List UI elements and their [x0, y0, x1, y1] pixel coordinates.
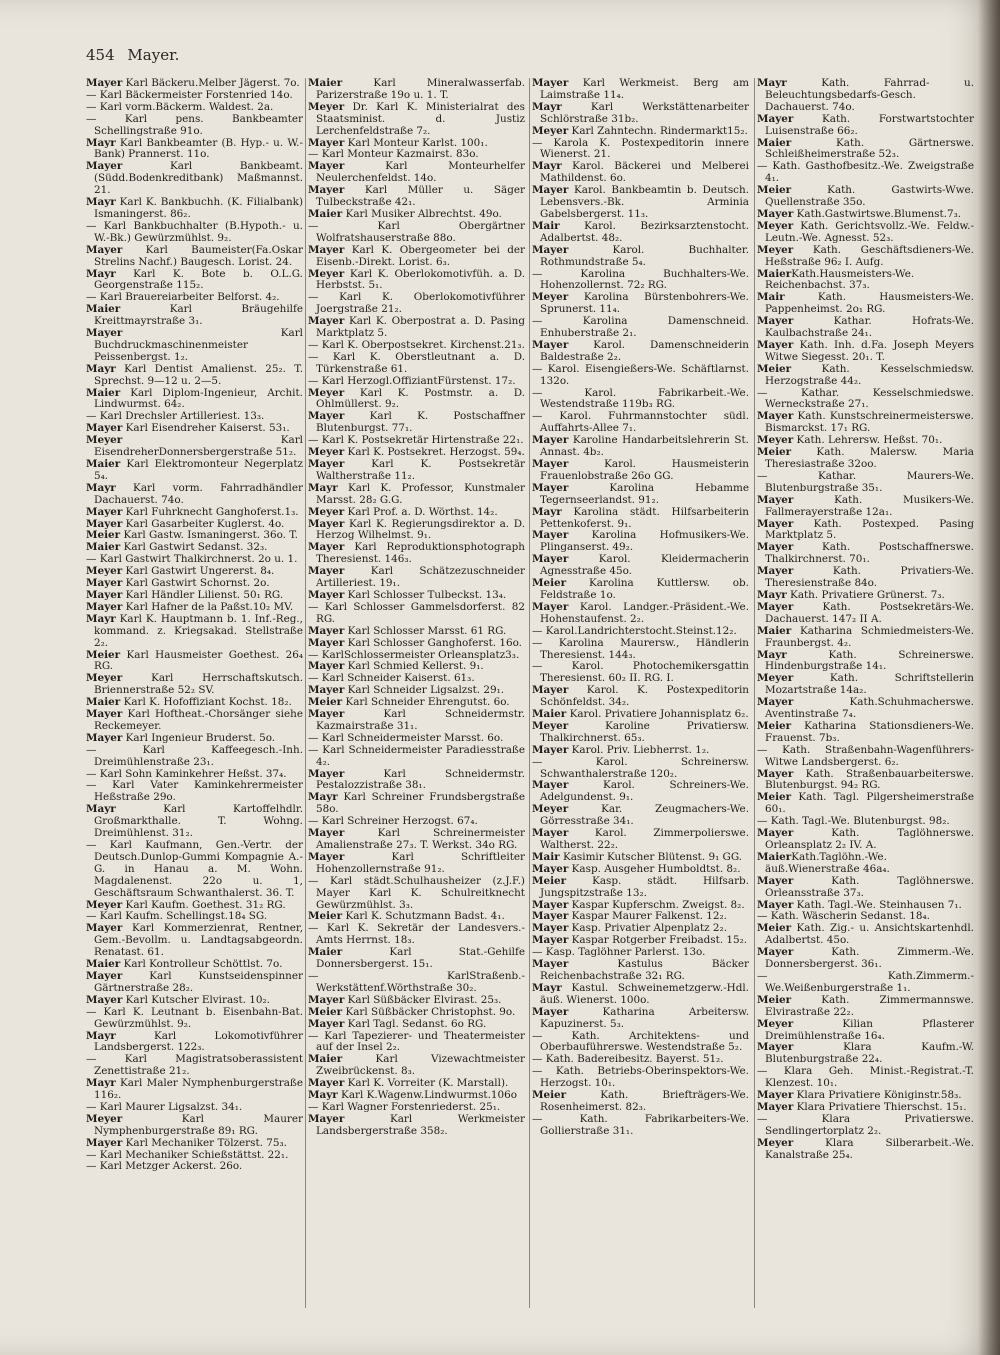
directory-entry: — Karolina Damenschneid. Enhuberstraße 2₁. [532, 315, 749, 340]
directory-entry: MaierKath.Taglöhn.-We. äuß.Wienerstraße 46a₄. [757, 850, 890, 875]
directory-entry: Meier Karl Gastw. Ismaningerst. 36o. T. [86, 529, 298, 542]
page-edge-shadow [978, 0, 1000, 1355]
directory-entry: — Karl Drechsler Artilleriest. 13₃. [86, 410, 265, 423]
directory-entry: Mayer Karol. Priv. Liebherrst. 1₂. [532, 743, 710, 756]
directory-entry: Mayer Kath. Postsekretärs-We. Dachauerst. 147₂ II A. [757, 600, 974, 625]
directory-entry: Mayr Kath. Fahrrad- u. Beleuchtungsbedarfs-Gesch. Dachauerst. 74o. [757, 78, 974, 113]
directory-entry: Mayer Kath. Privatiers-We. Theresienstraße 84o. [757, 565, 974, 590]
directory-entry: Mayer Karl Hafner de la Paßst.10₂ MV. [86, 600, 294, 613]
directory-entry: Mayer Klara Kaufm.-W. Blutenburgstraße 22₄. [757, 1041, 974, 1066]
directory-entry: Mayer Kath. Musikers-We. Fallmerayerstraße 12a₁. [757, 493, 974, 518]
directory-entry: Mayer Karol. Bankbeamtin b. Deutsch. Lebensvers.-Bk. Arminia Gabelsbergerst. 11₃. [532, 184, 749, 220]
directory-entry: Meyer Dr. Karl K. Ministerialrat des Staatsminist. d. Justiz Lerchenfeldstraße 7₂. [308, 100, 525, 137]
directory-entry: Mayr Karl Kartoffelhdlr. Großmarkthalle. T. Wohng. Dreimühlenst. 31₂. [86, 803, 303, 840]
directory-entry: Meyer Kath. Geschäftsdieners-We. Heßstraße 96₂ I. Aufg. [757, 243, 974, 268]
directory-entry: Mayer Karoline Handarbeitslehrerin St. Annast. 4b₂. [532, 434, 749, 459]
directory-entry: Mayer Kasp. Privatier Alpenplatz 2₂. [532, 922, 727, 935]
directory-entry: Meier Karolina Kuttlersw. ob. Feldstraße 1o. [532, 577, 749, 601]
directory-entry: — Karl Mechaniker Schießstättst. 22₁. [86, 1148, 289, 1161]
directory-entry: — KarlStraßenb.-Werkstättenf.Wörthstraße 30₂. [308, 969, 525, 994]
column-divider [305, 78, 306, 1308]
directory-entry: Mayer Karolina Hebamme Tegernseerlandst. 91₂. [532, 481, 749, 506]
directory-entry: Meier Kath. Zig.- u. Ansichtskartenhdl. Adalbertst. 45o. [757, 922, 974, 947]
directory-entry: Mayer Karl Gastwirt Schornst. 2o. [86, 577, 270, 590]
directory-entry: Meyer Karl Zahntechn. Rindermarkt15₂. [532, 124, 748, 137]
directory-entry: Meyer Klara Silberarbeit.-We. Kanalstraße 25₄. [757, 1136, 974, 1161]
directory-entry: Meier Karl Süßbäcker Christophst. 9o. [308, 1005, 516, 1018]
directory-entry: Mair Kath. Hausmeisters-We. Pappenheimst. 2o₁ RG. [757, 291, 974, 316]
directory-entry: — Kath. Gasthofbesitz.-We. Zweigstraße 4₁. [757, 160, 974, 185]
directory-entry: Maier Karl K. Hofoffiziant Kochst. 18₂. [86, 696, 292, 709]
directory-entry: — Karl K. Leutnant b. Eisenbahn-Bat. Gewürzmühlst. 9₂. [86, 1005, 303, 1030]
directory-entry: Mayer Karl Werkmeist. Berg am Laimstraße 11₄. [532, 78, 749, 101]
directory-entry: Mayer Karl K. Regierungsdirektor a. D. Herzog Wilhelmst. 9₁. [308, 517, 525, 542]
directory-entry: Mayer Karl Schneidermstr. Kazmairstraße 31₁. [308, 708, 525, 732]
directory-entry: — Karl Metzger Ackerst. 26o. [86, 1160, 243, 1173]
directory-entry: Mair Kasimir Kutscher Blütenst. 9₁ GG. [532, 850, 743, 863]
directory-entry: — Klara Privatierswe. Sendlingertorplatz 2₂. [757, 1112, 974, 1137]
directory-entry: Mayer Karol. Kleidermacherin Agnesstraße 45o. [532, 553, 749, 578]
directory-entry: Mayr Karl K. Professor, Kunstmaler Marsst. 28₂ G.G. [308, 481, 525, 506]
directory-entry: MaierKath.Hausmeisters-We. Reichenbachst. 37₃. [757, 267, 915, 292]
directory-entry: Maier Karl Musiker Albrechtst. 49o. [308, 207, 502, 220]
directory-entry: — Karl K. Oberstleutnant a. D. Türkenstraße 61. [308, 350, 525, 375]
directory-entry: Mayer Kathar. Hofrats-We. Kaulbachstraße 24₁. [757, 315, 974, 340]
directory-entry: Maier Karl Gastwirt Sedanst. 32₃. [86, 541, 268, 554]
directory-entry: — Karl pens. Bankbeamter Schellingstraße 91o. [86, 112, 303, 137]
directory-entry: — Karl Maurer Ligsalzst. 34₁. [86, 1100, 243, 1113]
directory-entry: — Karl Monteur Kazmairst. 83o. [308, 148, 479, 161]
directory-entry: Meier Kasp. städt. Hilfsarb. Jungspitzstraße 13₂. [532, 874, 749, 899]
directory-entry: Mayer Klara Privatiere Königinstr.58₃. [757, 1089, 962, 1102]
directory-entry: Mayer Karl K. Postschaffner Blutenburgst. 77₁. [308, 410, 525, 435]
directory-entry: — Kathar. Kesselschmiedswe. Werneckstraße 27₁. [757, 386, 974, 411]
directory-entry: Mayr Karolina städt. Hilfsarbeiterin Pettenkoferst. 9₁. [532, 505, 749, 530]
directory-entry: Mayer Karl Schmied Kellerst. 9₁. [308, 660, 484, 673]
directory-entry: Meyer Karl K. Oberlokomotivfüh. a. D. Herbstst. 5₁. [308, 267, 525, 292]
directory-entry: Meyer Kath. Schriftstellerin Mozartstraße 14a₂. [757, 672, 974, 697]
directory-entry: — Karl Bankbuchhalter (B.Hypoth.- u. W.-Bk.) Gewürzmühlst. 9₂. [86, 219, 303, 244]
directory-entry: — Karl städt.Schulhausheizer (z.J.F.) Mayer Karl K. Schulreitknecht Gewürzmühlst. 3₃. [308, 874, 525, 911]
directory-entry: — Karl Kaufmann, Gen.-Vertr. der Deutsch.Dunlop-Gummi Kompagnie A.-G. in Hanau a. M. Wohn. Magdalenenst. 22o u. 1, Geschäftsraum Schwanthalerst. 36. T. [86, 839, 303, 899]
directory-entry: Mayer Karl Eisendreher Kaiserst. 53₁. [86, 422, 290, 435]
directory-entry: Mayer Karl Schätzezuschneider Artilleriest. 19₁. [308, 565, 525, 590]
directory-entry: Meyer Karl Prof. a. D. Wörthst. 14₂. [308, 505, 498, 518]
directory-entry: Mayer Karl Schneider Ligsalzst. 29₁. [308, 684, 505, 697]
directory-entry: Mayer Karl Tagl. Sedanst. 6o RG. [308, 1017, 487, 1030]
directory-entry: Mayr Karol. Bäckerei und Melberei Mathildenst. 6o. [532, 160, 749, 185]
directory-entry: — Kath. Betriebs-Oberinspektors-We. Herzogst. 10₁. [532, 1065, 749, 1090]
directory-entry: — Karol. Fabrikarbeit.-We. Westendstraße 119b₃ RG. [532, 386, 749, 411]
directory-entry: Mayer Kath. Zimmerm.-We. Donnersbergerst. 36₁. [757, 946, 974, 971]
directory-entry: Meyer Karl Maurer Nymphenburgerstraße 89₁ RG. [86, 1112, 303, 1137]
directory-entry: — Kath. Wäscherin Sedanst. 18₄. [757, 910, 930, 923]
directory-entry: Mayer Karl Händler Lilienst. 50₁ RG. [86, 588, 284, 601]
directory-entry: Mayer Karl Kommerzienrat, Rentner, Gem.-Bevollm. u. Landtagsabgeordn. Renatast. 61. [86, 922, 303, 959]
directory-entry: Mayr Karl Werkstättenarbeiter Schlörstraße 31b₂. [532, 100, 749, 125]
directory-entry: Meier Kath. Briefträgers-We. Rosenheimerst. 82₃. [532, 1089, 749, 1113]
directory-entry: Mayer Kath. Taglöhnerswe. Orleansstraße 37₃. [757, 874, 974, 899]
directory-entry: Meyer Karoline Privatiersw. Thalkirchnerst. 65₃. [532, 719, 749, 744]
directory-entry: — Karol. Photochemikersgattin Theresienst. 60₂ II. RG. I. [532, 660, 749, 685]
directory-entry: — Kathar. Maurers-We. Blutenburgstraße 35₁. [757, 469, 974, 494]
directory-entry: Meier Kath. Malersw. Maria Theresiastraße 32oo. [757, 446, 974, 470]
directory-entry: — Kasp. Taglöhner Parlerst. 13o. [532, 946, 706, 959]
directory-entry: — Karl Vater Kaminkehrermeister Heßstraße 29o. [86, 779, 303, 804]
directory-entry: Mayr Karl Bankbeamter (B. Hyp.- u. W.-Bank) Prannerst. 11o. [86, 136, 303, 161]
directory-entry: — Karolina Maurersw., Händlerin Theresienst. 144₃. [532, 636, 749, 661]
directory-entry: Mayer Karol. Hausmeisterin Frauenlobstraße 26o GG. [532, 458, 749, 482]
directory-entry: Meier Katharina Stationsdieners-We. Frauenst. 7b₃. [757, 719, 974, 744]
directory-entry: Meyer Kath. Lehrersw. Heßst. 70₁. [757, 434, 943, 447]
directory-entry: Mayer Kaspar Maurer Falkenst. 12₂. [532, 910, 727, 923]
directory-entry: — Karl Obergärtner Wolfratshauserstraße 88o. [308, 219, 525, 244]
directory-entry: — Karl Schneider Kaiserst. 61₃. [308, 672, 475, 685]
directory-entry: — Karola K. Postexpeditorin innere Wienerst. 21. [532, 136, 749, 161]
directory-entry: Maier Karl Mineralwasserfab. Parizerstraße 19o u. 1. T. [308, 78, 525, 101]
directory-entry: Mayr Kastul. Schweinemetzgerw.-Hdl. äuß. Wienerst. 100o. [532, 981, 749, 1006]
directory-entry: — Karl Kaffeegesch.-Inh. Dreimühlenstraße 23₁. [86, 743, 303, 768]
directory-entry: Maier Karl Kontrolleur Schöttlst. 7o. [86, 958, 283, 971]
directory-entry: Mayer Kasp. Ausgeher Humboldtst. 8₂. [532, 862, 741, 875]
column-3 [532, 78, 749, 1338]
directory-entry: — Karl K. Oberlokomotivführer Joergstraße 21₂. [308, 291, 525, 316]
directory-entry: Meyer Karolina Bürstenbohrers-We. Sprunerst. 11₄. [532, 291, 749, 316]
directory-entry: Mayer Karl Schlosser Tulbeckst. 13₄. [308, 588, 507, 601]
directory-entry: Meier Karl Hausmeister Goethest. 26₄ RG. [86, 648, 303, 673]
directory-entry: Mayer Kath. Straßenbauarbeiterswe. Blutenburgst. 94₂ RG. [757, 767, 974, 792]
page-header [86, 46, 179, 64]
running-title: Mayer. [127, 46, 180, 64]
directory-entry: Mayer Kath. Tagl.-We. Steinhausen 7₁. [757, 898, 962, 911]
directory-entry: Mayer Karl Bäckeru.Melber Jägerst. 7o. [86, 78, 300, 89]
directory-entry: Mayer Kath. Postexped. Pasing Marktplatz 5. [757, 517, 974, 542]
directory-entry: — Kath. Tagl.-We. Blutenburgst. 98₂. [757, 815, 950, 828]
directory-entry: Mayer Karl K. Vorreiter (K. Marstall). [308, 1077, 509, 1090]
directory-entry: Mayer Karl Monteur Karlst. 100₁. [308, 136, 488, 149]
directory-entry: — Karol. Schreinersw. Schwanthalerstraße 120₂. [532, 755, 749, 780]
directory-entry: — Kath.Zimmerm.-We.Weißenburgerstraße 1₁. [757, 969, 974, 994]
directory-entry: Mayer Karol. K. Postexpeditorin Schönfeldst. 34₂. [532, 684, 749, 709]
directory-entry: Mayer Kath. Postschaffnerswe. Thalkirchnerst. 70₁. [757, 541, 974, 566]
page-number: 454 [86, 46, 115, 64]
directory-entry: Mayer Karl K. Oberpostrat a. D. Pasing Marktplatz 5. [308, 315, 525, 340]
directory-entry: Meyer Karl Gastwirt Ungererst. 8₄. [86, 565, 275, 578]
column-2 [308, 78, 525, 1338]
directory-entry: — Kath. Badereibesitz. Bayerst. 51₂. [532, 1053, 724, 1066]
directory-entry: — Karl vorm.Bäckerm. Waldest. 2a. [86, 100, 274, 113]
directory-entry: Mayer Karol. Damenschneiderin Baldestraße 2₂. [532, 338, 749, 363]
directory-entry: Maier Kath. Gärtnerswe. Schleißheimerstraße 52₃. [757, 136, 974, 161]
directory-entry: — Klara Geh. Minist.-Registrat.-T. Klenzest. 10₁. [757, 1065, 974, 1090]
directory-entry: Mayer Karol. Landger.-Präsident.-We. Hohenstaufenst. 2₂. [532, 600, 749, 625]
directory-entry: Meier Kath. Gastwirts-Wwe. Quellenstraße 35o. [757, 184, 974, 209]
directory-entry: Mayer Karl Hoftheat.-Chorsänger siehe Reckemeyer. [86, 708, 303, 732]
directory-entry: — Karl Bäckermeister Forstenried 14o. [86, 88, 293, 101]
directory-entry: Mayer Karl Buchdruckmaschinenmeister Peissenbergst. 1₂. [86, 327, 303, 363]
directory-entry: Mayer Karol. Zimmerpolierswe. Waltherst. 22₂. [532, 827, 749, 851]
directory-entry: Meyer Kar. Zeugmachers-We. Görresstraße 34₁. [532, 803, 749, 828]
directory-entry: Mayr Kath. Privatiere Grünerst. 7₃. [757, 588, 945, 601]
directory-entry: — Karolina Buchhalters-We. Hohenzollernst. 72₂ RG. [532, 267, 749, 292]
directory-entry: Mayr Karl vorm. Fahrradhändler Dachauerst. 74o. [86, 481, 303, 506]
directory-entry: Meyer Karl K. Postmstr. a. D. Ohlmüllerst. 9₂. [308, 386, 525, 411]
directory-entry: Mayer Karl Monteurhelfer Neulerchenfeldst. 14o. [308, 160, 525, 185]
directory-entry: Mayr Karl K. Bote b. O.L.G. Georgenstraße 115₂. [86, 267, 303, 292]
directory-entry: Maier Karol. Privatiere Johannisplatz 6₂. [532, 708, 749, 721]
directory-entry: Mayer Karl K. Obergeometer bei der Eisenb.-Direkt. Lorist. 6₃. [308, 243, 525, 268]
directory-entry: Mayer Karl Schneidermstr. Pestalozzistraße 38₁. [308, 767, 525, 792]
column-1 [86, 78, 303, 1338]
directory-entry: Mayer Karl Reproduktionsphotograph Theresienst. 146₃. [308, 541, 525, 566]
column-4 [757, 78, 974, 1338]
directory-entry: Mayer Kath. Taglöhnerswe. Orleansplatz 2₂ IV. A. [757, 827, 974, 851]
directory-entry: Mayr Karl Schreiner Frundsbergstraße 58o. [308, 791, 525, 816]
directory-entry: Mayer Kath.Schuhmacherswe. Aventinstraße 7₄. [757, 696, 974, 721]
directory-entry: Mayer Karol. Schreiners-We. Adelgundenst. 9₁. [532, 779, 749, 804]
directory-entry: — Karl K. Sekretär der Landesvers.-Amts Herrnst. 18₃. [308, 922, 525, 947]
directory-entry: Maier Karl Elektromonteur Negerplatz 5₄. [86, 458, 303, 482]
directory-entry: — Karl Kaufm. Schellingst.18₄ SG. [86, 910, 268, 923]
directory-entry: Mayer Karl Kunstseidenspinner Gärtnerstraße 28₂. [86, 969, 303, 994]
directory-entry: Mair Karol. Bezirksarztenstocht. Adalbertst. 48₂. [532, 219, 749, 244]
directory-entry: Mayr Karl Lokomotivführer Landsbergerst. 122₃. [86, 1029, 303, 1054]
directory-entry: Mayer Karolina Hofmusikers-We. Plinganserst. 49₂. [532, 529, 749, 554]
directory-entry: — Karol.Landrichterstocht.Steinst.12₂. [532, 624, 737, 637]
directory-entry: — Kath. Straßenbahn-Wagenführers-Witwe Landsbergerst. 6₂. [757, 743, 974, 768]
directory-entry: Meier Karl Schneider Ehrengutst. 6o. [308, 696, 510, 709]
directory-entry: Maier Karl Bräugehilfe Kreittmayrstraße 3₁. [86, 303, 303, 328]
directory-entry: Maier Karl Diplom-Ingenieur, Archit. Lindwurmst. 64₂. [86, 386, 303, 411]
directory-entry: Maier Karl Stat.-Gehilfe Donnersbergerst. 15₁. [308, 946, 525, 971]
directory-entry: Mayer Klara Privatiere Thierschst. 15₁. [757, 1100, 967, 1113]
directory-entry: Mayer Karl Süßbäcker Elvirast. 25₃. [308, 993, 502, 1006]
directory-entry: Mayr Karl K. Hauptmann b. 1. Inf.-Reg., kommand. z. Kriegsakad. Stellstraße 2₂. [86, 612, 303, 649]
directory-entry: Mayer Katharina Arbeitersw. Kapuzinerst. 5₃. [532, 1005, 749, 1030]
directory-entry: — Karl Schneidermeister Marsst. 6o. [308, 731, 504, 744]
directory-entry: Mayer Karl Gasarbeiter Kuglerst. 4o. [86, 517, 285, 530]
directory-entry: Mayer Kath. Kunstschreinermeisterswe. Bismarckst. 17₁ RG. [757, 410, 974, 435]
directory-entry: — Karl Schlosser Gammelsdorferst. 82 RG. [308, 600, 525, 625]
directory-entry: Mayer Karl Schreinermeister Amalienstraße 27₃. T. Werkst. 34o RG. [308, 827, 525, 851]
directory-entry: Mayer Karl Ingenieur Bruderst. 5o. [86, 731, 276, 744]
directory-entry: Mayr Karl Dentist Amalienst. 25₂. T. Sprechst. 9—12 u. 2—5. [86, 362, 303, 387]
directory-entry: Mayer Karl Schriftleiter Hohenzollernstraße 91₂. [308, 850, 525, 875]
directory-entry: Maier Katharina Schmiedmeisters-We. Fraunbergst. 4₂. [757, 624, 974, 649]
directory-entry: Mayer Kastulus Bäcker Reichenbachstraße 32₁ RG. [532, 958, 749, 982]
directory-entry: — Karl Sohn Kaminkehrer Heßst. 37₄. [86, 767, 287, 780]
directory-entry: Meyer Karl Herrschaftskutsch. Briennerstraße 52₂ SV. [86, 672, 303, 697]
directory-entry: — Karol. Fuhrmannstochter südl. Auffahrts-Allee 7₁. [532, 410, 749, 435]
directory-entry: Mayer Kath.Gastwirtswe.Blumenst.7₃. [757, 207, 962, 220]
directory-entry: — Kath. Fabrikarbeiters-We. Gollierstraße 31₁. [532, 1112, 749, 1137]
directory-entry: Mayer Karl Müller u. Säger Tulbeckstraße 42₁. [308, 184, 525, 209]
directory-entry: — Karl Magistratsoberassistent Zenettistraße 21₂. [86, 1053, 303, 1078]
directory-entry: — Karl Gastwirt Thalkirchnerst. 2o u. 1. [86, 553, 298, 566]
directory-entry: Mayer Kaspar Kupferschm. Zweigst. 8₂. [532, 898, 745, 911]
directory-entry: Meyer Kath. Gerichtsvollz.-We. Feldw.-Leutn.-We. Agnesst. 52₃. [757, 219, 974, 244]
directory-entry: Meyer Karl K. Postsekret. Herzogst. 59₄. [308, 446, 525, 459]
directory-entry: — Karl Wagner Forstenriederst. 25₁. [308, 1100, 501, 1113]
directory-entry: Mayr Karl Maler Nymphenburgerstraße 116₂. [86, 1077, 303, 1102]
column-divider [529, 78, 530, 1308]
directory-entry: — Karl Schneidermeister Paradiesstraße 4₂. [308, 743, 525, 768]
directory-entry: Mayer Karl K. Postsekretär Waltherstraße 11₂. [308, 458, 525, 482]
directory-entry: Meyer Kilian Pflasterer Dreimühlenstraße 16₄. [757, 1017, 974, 1042]
directory-entry: Mayer Karl Kutscher Elvirast. 10₂. [86, 993, 270, 1006]
directory-entry: Meyer Karl Kaufm. Goethest. 31₂ RG. [86, 898, 286, 911]
directory-entry: Mayer Karl Fuhrknecht Ganghoferst.1₃. [86, 505, 299, 518]
column-divider [754, 78, 755, 1308]
directory-entry: Mayer Karl Baumeister(Fa.Oskar Strelins Nachf.) Baugesch. Lorist. 24. [86, 243, 303, 268]
directory-entry: Meier Karl K. Schutzmann Badst. 4₁. [308, 910, 505, 923]
directory-entry: Mayer Karl Werkmeister Landsbergerstraße 358₂. [308, 1112, 525, 1137]
directory-entry: Mayer Kath. Forstwartstochter Luisenstraße 66₂. [757, 112, 974, 137]
directory-entry: — Karl K. Oberpostsekret. Kirchenst.21₃. [308, 338, 525, 351]
directory-entry: Meier Kath. Zimmermannswe. Elvirastraße 22₂. [757, 993, 974, 1018]
directory-entry: Meier Kath. Kesselschmiedsw. Herzogstraße 44₂. [757, 362, 974, 387]
directory-entry: Maier Karl Vizewachtmeister Zweibrückenst. 8₃. [308, 1053, 525, 1078]
directory-entry: — Karl Brauereiarbeiter Belforst. 4₂. [86, 291, 280, 304]
directory-entry: — Karl Schreiner Herzogst. 67₄. [308, 815, 478, 828]
directory-entry: Mayer Kath. Inh. d.Fa. Joseph Meyers Witwe Siegesst. 20₁. T. [757, 338, 974, 363]
directory-entry: Mayr Karl K.Wagenw.Lindwurmst.106o [308, 1089, 517, 1102]
directory-entry: Mayer Karl Schlosser Marsst. 61 RG. [308, 624, 507, 637]
directory-entry: Mayer Karol. Buchhalter. Rothmundstraße 5₄. [532, 243, 749, 268]
directory-entry: — Karl K. Postsekretär Hirtenstraße 22₁. [308, 434, 524, 447]
directory-entry: — Karl Herzogl.OffiziantFürstenst. 17₂. [308, 374, 516, 387]
directory-entry: Mayr Karl K. Bankbuchh. (K. Filialbank) Ismaningerst. 86₂. [86, 196, 303, 220]
directory-entry: Mayer Kaspar Rotgerber Freibadst. 15₂. [532, 934, 748, 947]
directory-entry: — Kath. Architektens- und Oberbauführerswe. Westendstraße 5₂. [532, 1029, 749, 1054]
directory-entry: — KarlSchlossermeister Orleansplatz3₃. [308, 648, 520, 661]
directory-entry: — Karl Tapezierer- und Theatermeister auf der Insel 2₂. [308, 1029, 525, 1054]
directory-entry: Mayer Karl Bankbeamt. (Südd.Bodenkreditbank) Maßmannst. 21. [86, 160, 303, 197]
directory-entry: Mayer Karl Schlosser Ganghoferst. 16o. [308, 636, 522, 649]
directory-entry: Meyer Karl EisendreherDonnersbergerstraße 51₂. [86, 434, 303, 459]
directory-entry: Mayr Kath. Schreinerswe. Hindenburgstraße 14₁. [757, 648, 974, 673]
directory-entry: Meier Kath. Tagl. Pilgersheimerstraße 60₁. [757, 791, 974, 816]
directory-entry: — Karol. Eisengießers-We. Schäftlarnst. 132o. [532, 362, 749, 387]
directory-entry: Mayer Karl Mechaniker Tölzerst. 75₃. [86, 1136, 287, 1149]
